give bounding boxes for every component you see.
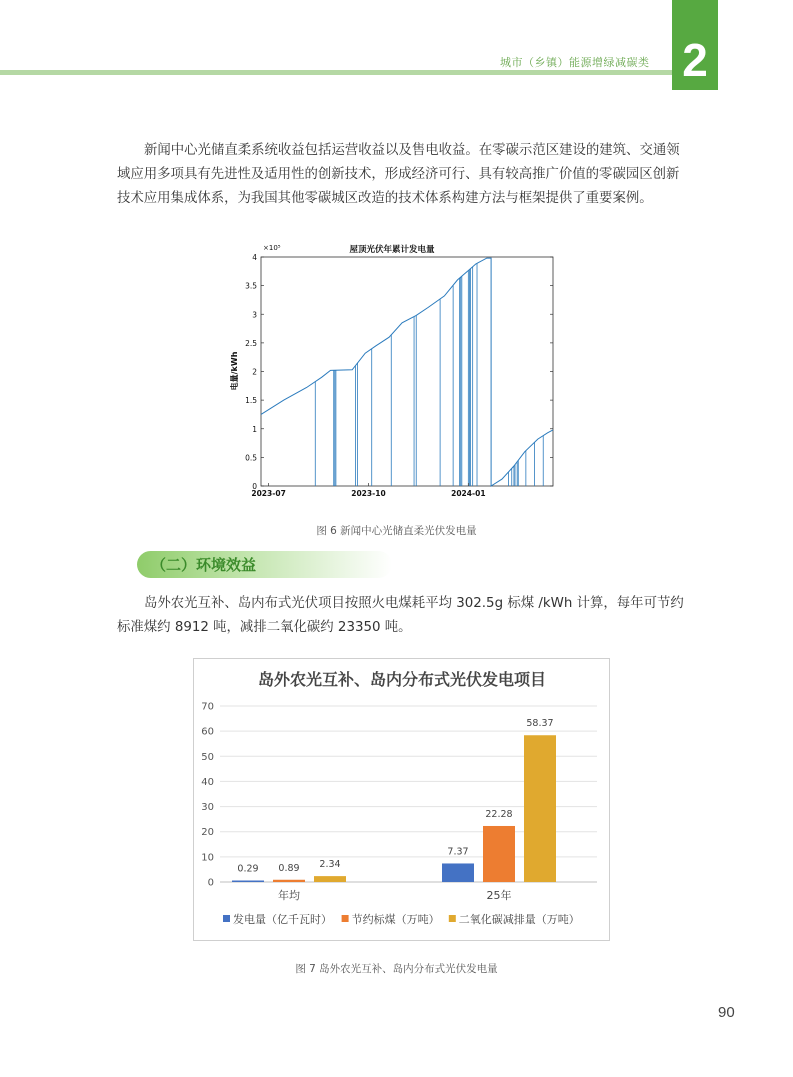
legend-swatch <box>449 915 456 922</box>
bar-data-label: 0.29 <box>237 863 259 875</box>
legend-swatch <box>342 915 349 922</box>
y-tick-label: 1 <box>252 424 257 434</box>
bar-data-label: 22.28 <box>485 808 513 820</box>
page-number: 90 <box>718 1004 735 1021</box>
y-tick-label: 0.5 <box>245 453 257 463</box>
pv-project-bar-chart <box>193 658 611 942</box>
legend-swatch <box>223 915 230 922</box>
bar <box>524 735 556 882</box>
legend-label: 节约标煤（万吨） <box>351 913 440 926</box>
y-tick-label: 10 <box>201 852 214 864</box>
body-paragraph-2: 岛外农光互补、岛内布式光伏项目按照火电煤耗平均 302.5g 标煤 /kWh 计算，每年可节约标准煤约 8912 吨，减排二氧化碳约 23350 吨。 <box>117 596 684 635</box>
y-tick-label: 2.5 <box>245 338 257 348</box>
section-heading <box>137 551 392 578</box>
bar <box>273 880 305 882</box>
body-paragraph-1: 新闻中心光储直柔系统收益包括运营收益以及售电收益。在零碳示范区建设的建筑、交通领域应用多项具有先进性及适用性的创新技术，形成经济可行、具有较高推广价值的零碳园区创新技术应用集成体系，为我国其他零碳城区改造的技术体系构建方法与框架提供了重要案例。 <box>117 143 680 206</box>
bar <box>442 863 474 882</box>
figure-7-caption: 图 7 岛外农光互补、岛内分布式光伏发电量 <box>295 963 498 975</box>
y-multiplier: ×10⁵ <box>263 244 281 252</box>
header-rule <box>0 70 672 75</box>
y-tick-label: 0 <box>207 877 214 889</box>
bar-data-label: 58.37 <box>526 718 554 730</box>
bar-data-label: 2.34 <box>319 859 341 871</box>
bar-data-label: 7.37 <box>447 846 469 858</box>
bar-data-label: 0.89 <box>278 862 300 874</box>
y-tick-label: 0 <box>252 482 257 491</box>
chapter-tab <box>672 0 718 90</box>
chart-title: 屋顶光伏年累计发电量 <box>349 245 435 255</box>
x-tick-label: 2024-01 <box>451 489 486 498</box>
legend-label: 二氧化碳减排量（万吨） <box>458 913 580 926</box>
y-tick-label: 3 <box>252 310 257 320</box>
category-label: 25年 <box>486 889 512 902</box>
y-tick-label: 4 <box>252 253 257 262</box>
section-title: （二）环境效益 <box>151 556 257 574</box>
y-tick-label: 50 <box>201 751 214 763</box>
plot-frame <box>261 257 553 486</box>
chapter-number: 2 <box>682 34 708 86</box>
running-header-title: 城市（乡镇）能源增绿减碳类 <box>500 56 650 69</box>
figure-6-caption: 图 6 新闻中心光储直柔光伏发电量 <box>316 525 477 537</box>
y-tick-label: 70 <box>201 701 214 713</box>
y-tick-label: 3.5 <box>245 281 257 291</box>
bar <box>232 881 264 883</box>
x-tick-label: 2023-10 <box>351 489 386 498</box>
y-tick-label: 20 <box>201 827 214 839</box>
figure-6 <box>215 238 565 504</box>
y-axis-label: 电量/kWh <box>230 351 239 391</box>
y-tick-label: 1.5 <box>245 396 257 406</box>
chart-title: 岛外农光互补、岛内分布式光伏发电项目 <box>257 670 547 689</box>
bar <box>314 876 346 882</box>
cumulative-generation-chart <box>215 238 565 500</box>
y-tick-label: 40 <box>201 776 214 788</box>
category-label: 年均 <box>278 889 300 902</box>
x-tick-label: 2023-07 <box>251 489 286 498</box>
legend <box>223 912 580 926</box>
bar <box>483 826 515 882</box>
y-tick-label: 30 <box>201 802 214 814</box>
legend-label: 发电量（亿千瓦时） <box>233 913 332 926</box>
y-tick-label: 60 <box>201 726 214 738</box>
y-tick-label: 2 <box>252 367 257 377</box>
figure-7 <box>193 658 611 946</box>
